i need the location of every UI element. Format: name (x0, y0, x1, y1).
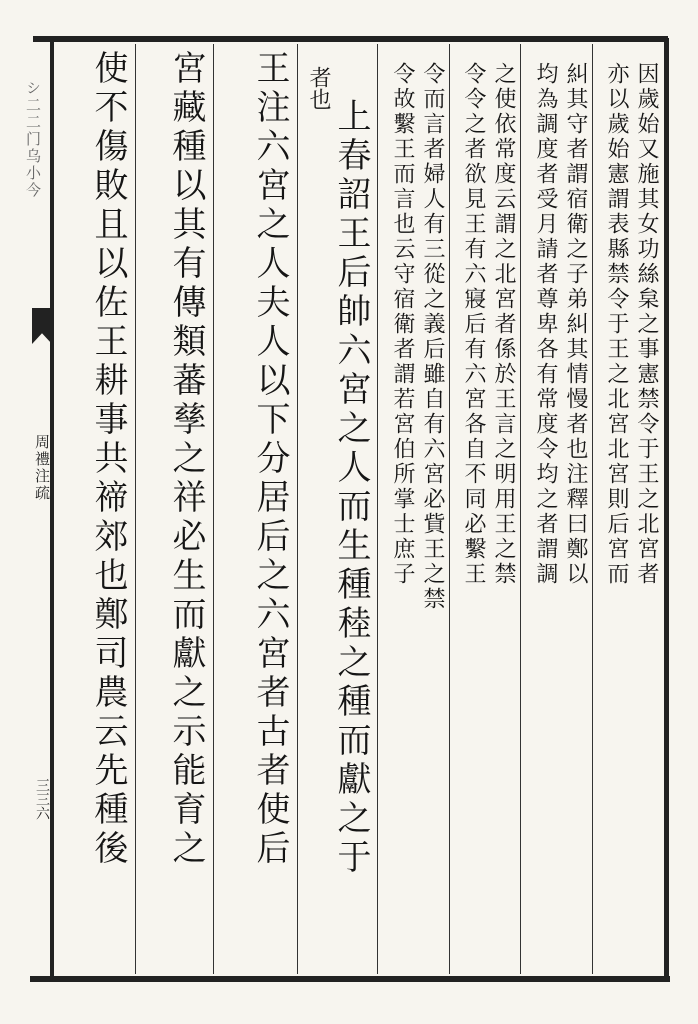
fishtail-mark-icon (32, 308, 52, 344)
frame-right-rule (664, 38, 669, 978)
note-line: 者也 (306, 66, 331, 110)
folio-number: 三三六 (34, 778, 50, 820)
main-text-line: 宮藏種以其有傳類蕃孳之祥必生而獻之示能育之 (166, 50, 206, 869)
column-5 (297, 44, 377, 974)
column-1 (592, 44, 663, 974)
column-6 (213, 44, 297, 974)
column-7 (135, 44, 213, 974)
main-text-line: 王注六宮之人夫人以下分居后之六宮者古者使后 (250, 50, 290, 869)
column-8 (57, 44, 135, 974)
frame-top-rule (33, 36, 668, 42)
note-line: 均為調度者受月請者尊卑各有常度令均之者謂調 (533, 62, 558, 587)
margin-header-mark: シ二二门乌小今 (24, 80, 42, 199)
note-line: 之使依常度云謂之北宮者係於王言之明用王之禁 (491, 62, 516, 587)
main-text-line: 上春詔王后帥六宮之人而生種稑之種而獻之于 (331, 98, 371, 878)
note-line: 因歲始又施其女功絲枲之事憲禁令于王之北宮者 (634, 62, 659, 587)
note-line: 令令之者欲見王有六寢后有六宮各自不同必繫王 (461, 62, 486, 587)
column-3 (449, 44, 520, 974)
note-line: 亦以歲始憲謂表縣禁令于王之北宮北宮則后宮而 (604, 62, 629, 587)
text-columns (55, 44, 663, 974)
frame-bottom-rule (30, 976, 670, 982)
column-2 (520, 44, 592, 974)
note-line: 令故繫王而言也云守宿衛者謂若宮伯所掌士庶子 (390, 62, 415, 587)
note-line: 糾其守者謂宿衛之子弟糾其情慢者也注釋曰鄭以 (563, 62, 588, 587)
book-title: 周禮注疏 (33, 434, 51, 502)
main-text-line: 使不傷敗且以佐王耕事共禘郊也鄭司農云先種後 (88, 50, 128, 869)
column-4 (377, 44, 449, 974)
frame-left-rule (50, 38, 54, 978)
note-line: 令而言者婦人有三從之義后雖自有六宮必貲王之禁 (420, 62, 445, 612)
